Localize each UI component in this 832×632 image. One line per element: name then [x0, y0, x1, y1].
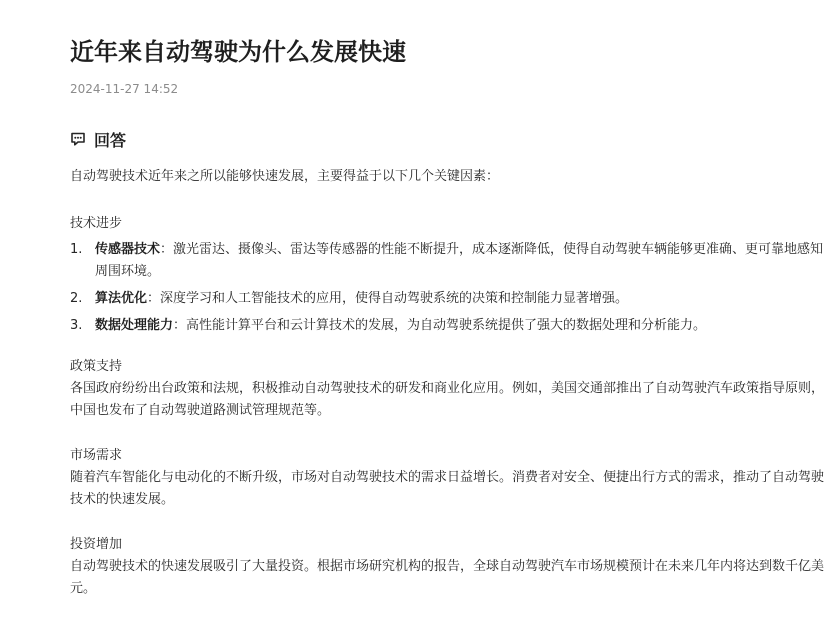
- section-title: 投资增加: [70, 537, 123, 552]
- chat-bubble-icon: [70, 131, 86, 147]
- answer-heading: [70, 129, 126, 149]
- list-item: [70, 288, 832, 310]
- section-paragraph: 自动驾驶技术的快速发展吸引了大量投资。根据市场研究机构的报告，全球自动驾驶汽车市场规模预计在未来几年内将达到数千亿美元。: [70, 559, 825, 596]
- answer-heading-label: 回答: [94, 130, 127, 150]
- list-number: 3.: [70, 318, 83, 333]
- page-title: 近年来自动驾驶为什么发展快速: [70, 38, 406, 66]
- list-item-term: 传感器技术: [95, 242, 161, 257]
- list-item-text: ：激光雷达、摄像头、雷达等传感器的性能不断提升，成本逐渐降低，使得自动驾驶车辆能够更准确、更可靠地感知周围环境。: [95, 242, 824, 279]
- section-title: 政策支持: [70, 359, 123, 374]
- list-item-text: ：高性能计算平台和云计算技术的发展，为自动驾驶系统提供了强大的数据处理和分析能力。: [173, 318, 707, 333]
- section-title: 市场需求: [70, 448, 123, 463]
- list-item-term: 算法优化: [95, 291, 148, 306]
- list-item-text: ：深度学习和人工智能技术的应用，使得自动驾驶系统的决策和控制能力显著增强。: [147, 291, 629, 306]
- numbered-list: [70, 239, 832, 337]
- answer-content: [70, 166, 832, 600]
- list-number: 1.: [70, 242, 83, 257]
- publish-date: 2024-11-27 14:52: [70, 82, 179, 96]
- intro-paragraph: 自动驾驶技术近年来之所以能够快速发展，主要得益于以下几个关键因素：: [70, 169, 500, 184]
- section-paragraph: 各国政府纷纷出台政策和法规，积极推动自动驾驶技术的研发和商业化应用。例如，美国交通部推出了自动驾驶汽车政策指导原则，中国也发布了自动驾驶道路测试管理规范等。: [70, 381, 825, 418]
- list-item-term: 数据处理能力: [95, 318, 174, 333]
- list-item: [70, 239, 832, 283]
- list-number: 2.: [70, 291, 83, 306]
- list-item: [70, 315, 832, 337]
- section-paragraph: 随着汽车智能化与电动化的不断升级，市场对自动驾驶技术的需求日益增长。消费者对安全、便捷出行方式的需求，推动了自动驾驶技术的快速发展。: [70, 470, 825, 507]
- section-title: 技术进步: [70, 216, 123, 231]
